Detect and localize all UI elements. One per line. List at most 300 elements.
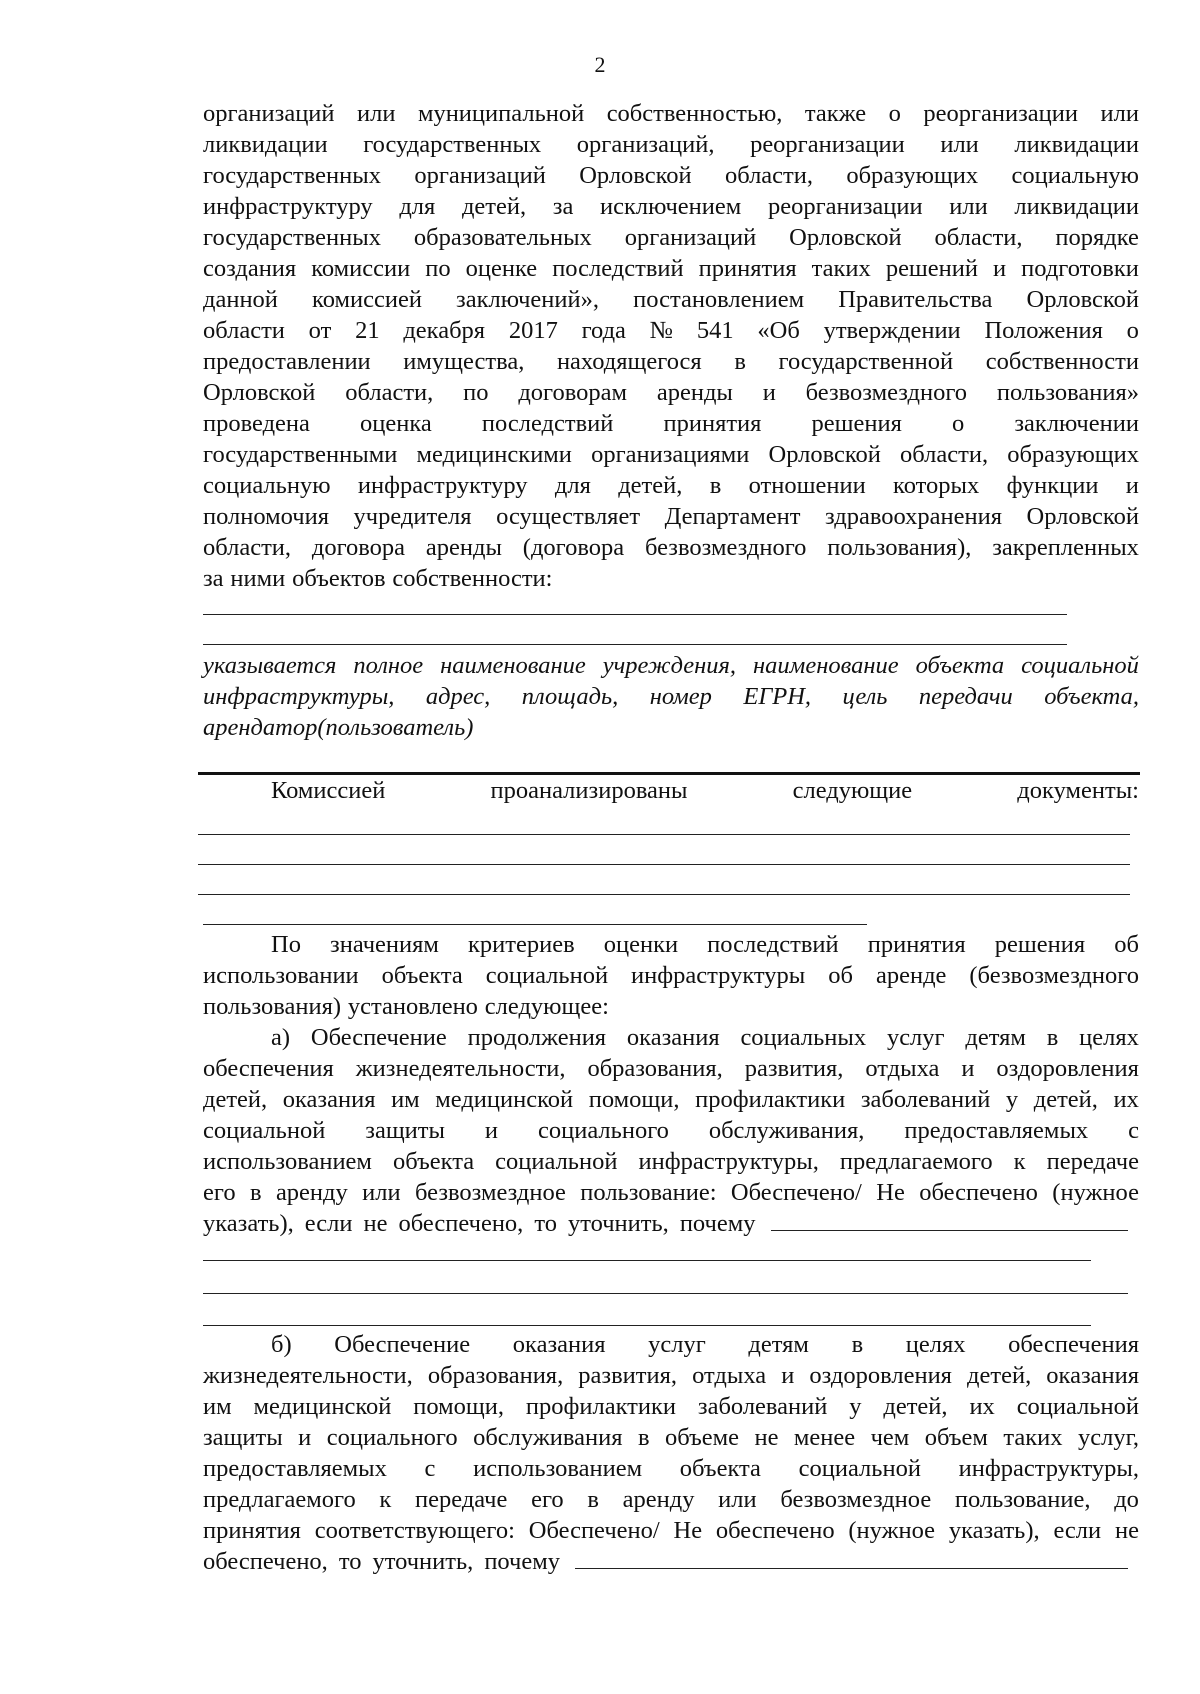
word: объекта — [679, 1455, 761, 1482]
text-line — [203, 470, 1139, 501]
word: социальной — [203, 1117, 326, 1144]
word: передаче — [1046, 1148, 1139, 1175]
word: уточнить, — [372, 1548, 474, 1575]
text-line — [203, 1484, 1139, 1515]
word: инфраструктуры, — [203, 683, 395, 710]
paragraph-a — [203, 1022, 1139, 1239]
word: собственности — [985, 348, 1139, 375]
text-line — [203, 1053, 1139, 1084]
word: государственных — [203, 162, 381, 189]
word: наименование — [440, 652, 586, 679]
word: Орловской — [1026, 286, 1139, 313]
word: социальную — [203, 472, 331, 499]
documents-line — [203, 775, 1139, 806]
word: ЕГРН, — [743, 683, 812, 710]
word: их — [1113, 1086, 1139, 1113]
word: установлено — [347, 993, 478, 1020]
word: детей, — [461, 193, 527, 220]
word: социальной — [1016, 1393, 1139, 1420]
word: муниципальной — [417, 100, 585, 127]
text-line — [203, 650, 1139, 681]
text-line — [203, 1022, 1139, 1053]
word: если — [1053, 1517, 1102, 1544]
word: Обеспечено/ — [730, 1179, 862, 1206]
word: и — [961, 1055, 975, 1082]
word: реорганизации — [923, 100, 1079, 127]
word: использовании — [203, 962, 359, 989]
word: указать), — [948, 1517, 1040, 1544]
word: Орловской — [203, 379, 316, 406]
blank-line — [203, 1293, 1128, 1294]
text-line — [203, 1391, 1139, 1422]
word: для — [554, 472, 591, 499]
word: то — [534, 1210, 557, 1237]
word: и — [762, 379, 776, 406]
word: предоставляемых — [203, 1455, 387, 1482]
word: их — [969, 1393, 995, 1420]
word: ними — [230, 565, 286, 592]
word: области, — [900, 441, 989, 468]
text-line — [203, 160, 1139, 191]
word: инфраструктуру — [203, 193, 373, 220]
text-line — [203, 1422, 1139, 1453]
word: 21 — [355, 317, 380, 344]
text-line — [203, 408, 1139, 439]
blank-line — [203, 644, 1067, 645]
word: оздоровления — [809, 1362, 952, 1389]
word: услуг — [648, 1331, 706, 1358]
word: Орловской — [579, 162, 692, 189]
word: или — [949, 193, 988, 220]
blank-line — [198, 864, 1130, 865]
word: аренду — [622, 1486, 695, 1513]
word: Орловской — [1026, 503, 1139, 530]
word: у — [1005, 1086, 1019, 1113]
word: о — [1126, 317, 1139, 344]
word: о — [952, 410, 965, 437]
word: объекта — [915, 652, 1005, 679]
word: в — [734, 348, 746, 375]
word: договора — [311, 534, 406, 561]
word: профилактики — [525, 1393, 677, 1420]
text-line — [203, 1115, 1139, 1146]
text-line — [203, 563, 1139, 594]
text-line — [203, 439, 1139, 470]
word: по — [463, 379, 489, 406]
word: за — [552, 193, 574, 220]
word: организаций — [203, 100, 335, 127]
word: Не — [673, 1517, 703, 1544]
word: об — [828, 962, 853, 989]
word: медицинскими — [416, 441, 572, 468]
text-line — [203, 1177, 1139, 1208]
word: жизнедеятельности, — [355, 1055, 566, 1082]
word: постановлением — [633, 286, 805, 313]
word: продолжения — [467, 1024, 607, 1051]
answer-blank — [771, 1208, 1128, 1231]
word: у — [849, 1393, 862, 1420]
blank-line — [198, 834, 1130, 835]
word: оценке — [465, 255, 538, 282]
text-line — [203, 1084, 1139, 1115]
word: государственных — [363, 131, 542, 158]
word: пользование, — [954, 1486, 1091, 1513]
word: использованием — [473, 1455, 643, 1482]
paragraph-intro — [203, 98, 1139, 594]
word: его — [203, 1179, 236, 1206]
word: государственных — [203, 224, 381, 251]
word: Комиссией — [271, 777, 386, 804]
word: отдыха — [692, 1362, 767, 1389]
word: организаций — [414, 162, 546, 189]
word: решения — [811, 410, 902, 437]
word: организациями — [591, 441, 750, 468]
word: Орловской — [789, 224, 902, 251]
word: медицинской — [435, 1086, 574, 1113]
paragraph-criteria — [203, 929, 1139, 1022]
word: ликвидации — [1014, 193, 1139, 220]
word: детям — [965, 1024, 1026, 1051]
word: им — [391, 1086, 420, 1113]
word: последствий — [552, 255, 684, 282]
word: Обеспечение — [310, 1024, 447, 1051]
word: обеспечено — [715, 1517, 835, 1544]
word: комиссией — [312, 286, 422, 313]
word: предлагаемого — [203, 1486, 356, 1513]
word: комиссии — [311, 255, 411, 282]
blank-line — [203, 1260, 1091, 1261]
word: социальной — [1021, 652, 1139, 679]
word: аренды — [656, 379, 733, 406]
word: заболеваний — [860, 1086, 991, 1113]
word: безвозмездное — [780, 1486, 932, 1513]
word: таких — [811, 255, 871, 282]
word: функции — [1006, 472, 1099, 499]
word: данной — [203, 286, 278, 313]
word: профилактики — [695, 1086, 846, 1113]
word: и — [781, 1362, 795, 1389]
word: социального — [326, 1424, 458, 1451]
word: менее — [793, 1424, 856, 1451]
word: предоставлении — [203, 348, 371, 375]
word: инфраструктуры, — [958, 1455, 1139, 1482]
word: указывается — [203, 652, 337, 679]
word: критериев — [467, 931, 575, 958]
word: полное — [353, 652, 424, 679]
word: реорганизации — [767, 193, 923, 220]
text-line — [203, 346, 1139, 377]
text-line — [203, 129, 1139, 160]
word: следующее: — [484, 993, 609, 1020]
word: об — [1114, 931, 1139, 958]
word: полномочия — [203, 503, 329, 530]
word: развития, — [744, 1055, 844, 1082]
word: Департамент — [664, 503, 801, 530]
word: здравоохранения — [825, 503, 1002, 530]
word: пользования) — [203, 993, 341, 1020]
word: имущества, — [403, 348, 525, 375]
word: обеспечено, — [398, 1210, 524, 1237]
word: детям — [748, 1331, 809, 1358]
word: отдыха — [865, 1055, 940, 1082]
word: чем — [870, 1424, 910, 1451]
word: области, — [345, 379, 434, 406]
blank-line — [203, 1325, 1091, 1326]
word: декабря — [403, 317, 486, 344]
word: если — [304, 1210, 353, 1237]
word: учредителя — [353, 503, 472, 530]
word: обеспечено — [919, 1179, 1038, 1206]
word: а) — [271, 1024, 291, 1051]
word: цель — [842, 683, 888, 710]
word: номер — [649, 683, 712, 710]
word: или — [1100, 100, 1139, 127]
word: не — [754, 1424, 779, 1451]
word: следующие — [792, 777, 913, 804]
word: к — [379, 1486, 392, 1513]
word: учреждения, — [602, 652, 737, 679]
word: наименование — [753, 652, 899, 679]
word: 2017 — [508, 317, 558, 344]
word: № — [649, 317, 674, 344]
word: оценки — [603, 931, 679, 958]
word: объеме — [664, 1424, 739, 1451]
word: в — [709, 472, 722, 499]
text-line — [203, 1208, 1139, 1239]
word: объем — [924, 1424, 988, 1451]
paragraph-b — [203, 1329, 1139, 1577]
word: или — [357, 100, 396, 127]
word: (нужное — [1052, 1179, 1139, 1206]
word: детей, — [203, 1086, 268, 1113]
word: адрес, — [425, 683, 491, 710]
word: за — [203, 565, 224, 592]
word: детей, — [618, 472, 683, 499]
text-line — [203, 1515, 1139, 1546]
word: или — [362, 1179, 401, 1206]
word: договорам — [518, 379, 627, 406]
word: и — [484, 1117, 499, 1144]
word: помощи, — [413, 1393, 505, 1420]
word: образующих — [846, 162, 979, 189]
word: Орловской — [768, 441, 881, 468]
word: б) — [271, 1331, 292, 1358]
word: инфраструктуры — [631, 962, 806, 989]
text-line — [203, 1546, 1139, 1577]
word: Не — [876, 1179, 905, 1206]
word: исключением — [600, 193, 742, 220]
word: его — [531, 1486, 564, 1513]
word: 541 — [696, 317, 734, 344]
text-line — [203, 681, 1139, 712]
word: для — [399, 193, 436, 220]
word: детей, — [1033, 1086, 1098, 1113]
word: социальной — [485, 962, 609, 989]
word: целях — [905, 1331, 966, 1358]
word: то — [338, 1548, 362, 1575]
word: также — [804, 100, 867, 127]
word: оказания — [626, 1024, 720, 1051]
word: образующих — [1007, 441, 1139, 468]
word: (нужное — [848, 1517, 936, 1544]
word: государственными — [203, 441, 398, 468]
word: решения — [994, 931, 1086, 958]
text-line — [203, 191, 1139, 222]
word: о — [888, 100, 901, 127]
text-line — [203, 222, 1139, 253]
text-line — [203, 1453, 1139, 1484]
word: года — [581, 317, 626, 344]
word: заключении — [1014, 410, 1139, 437]
word: медицинской — [253, 1393, 392, 1420]
text-line — [203, 929, 1139, 960]
word: обслуживания, — [708, 1117, 865, 1144]
word: детей, — [967, 1362, 1032, 1389]
word: безвозмездного — [805, 379, 968, 406]
text-line — [203, 253, 1139, 284]
word: Правительства — [838, 286, 993, 313]
word: оценка — [360, 410, 432, 437]
word: объекта — [381, 962, 463, 989]
word: находящегося — [556, 348, 702, 375]
text-line — [203, 532, 1139, 563]
word: почему — [484, 1548, 560, 1575]
word: решений — [885, 255, 979, 282]
word: до — [1114, 1486, 1139, 1513]
word: передаче — [415, 1486, 508, 1513]
word: принятия — [698, 255, 797, 282]
text-line — [203, 991, 1139, 1022]
word: безвозмездного — [644, 534, 807, 561]
text-line — [203, 1146, 1139, 1177]
word: аренде — [875, 962, 947, 989]
word: услуг — [886, 1024, 945, 1051]
word: помощи, — [588, 1086, 680, 1113]
word: Обеспечение — [334, 1331, 471, 1358]
word: услуг, — [1077, 1424, 1139, 1451]
word: уточнить, — [567, 1210, 669, 1237]
word: с — [1128, 1117, 1139, 1144]
word: указать), — [203, 1210, 294, 1237]
word: заключений», — [456, 286, 599, 313]
word: инфраструктуру — [357, 472, 528, 499]
page-number: 2 — [594, 52, 606, 77]
word: (договора — [522, 534, 625, 561]
word: обеспечения — [1008, 1331, 1139, 1358]
word: создания — [203, 255, 297, 282]
word: государственной — [778, 348, 954, 375]
word: области, — [724, 162, 813, 189]
word: организаций, — [576, 131, 715, 158]
word: целях — [1079, 1024, 1139, 1051]
word: ликвидации — [203, 131, 328, 158]
word: в — [249, 1179, 262, 1206]
word: Обеспечено/ — [528, 1517, 660, 1544]
word: образования, — [427, 1362, 564, 1389]
word: социальной — [798, 1455, 921, 1482]
word: арендатор(пользователь) — [203, 714, 474, 741]
word: «Об — [757, 317, 800, 344]
word: таких — [1003, 1424, 1063, 1451]
text-line — [203, 377, 1139, 408]
word: передачи — [918, 683, 1013, 710]
word: закрепленных — [992, 534, 1139, 561]
word: последствий — [707, 931, 839, 958]
word: площадь, — [521, 683, 619, 710]
word: проведена — [203, 410, 310, 437]
word: и — [1125, 472, 1139, 499]
word: По — [271, 931, 301, 958]
word: инфраструктуры, — [638, 1148, 819, 1175]
word: социальную — [1011, 162, 1139, 189]
word: в — [851, 1331, 864, 1358]
word: образования, — [587, 1055, 723, 1082]
text-line — [203, 960, 1139, 991]
word: ликвидации — [1014, 131, 1139, 158]
word: в — [1046, 1024, 1059, 1051]
word: предоставляемых — [904, 1117, 1089, 1144]
word: безвозмездное — [415, 1179, 566, 1206]
blank-line — [203, 614, 1067, 615]
word: оказания — [1046, 1362, 1139, 1389]
word: защиты — [203, 1424, 283, 1451]
word: развития, — [578, 1362, 677, 1389]
word: предлагаемого — [839, 1148, 993, 1175]
text-line — [203, 284, 1139, 315]
word: объекта, — [1044, 683, 1139, 710]
word: последствий — [481, 410, 614, 437]
text-line — [203, 1329, 1139, 1360]
word: утверждении — [823, 317, 961, 344]
word: пользования» — [996, 379, 1139, 406]
word: оздоровления — [996, 1055, 1139, 1082]
word: от — [308, 317, 332, 344]
word: отношении — [748, 472, 866, 499]
text-line — [203, 712, 1139, 743]
word: обеспечено, — [203, 1548, 328, 1575]
word: или — [940, 131, 979, 158]
word: значениям — [330, 931, 439, 958]
word: Положения — [984, 317, 1103, 344]
blank-line — [198, 894, 1130, 895]
word: оказания — [512, 1331, 606, 1358]
word: обслуживания — [473, 1424, 623, 1451]
word: социального — [538, 1117, 669, 1144]
word: оказания — [282, 1086, 376, 1113]
word: проанализированы — [490, 777, 688, 804]
word: аренды — [425, 534, 502, 561]
word: аренду — [275, 1179, 348, 1206]
word: с — [424, 1455, 436, 1482]
text-line — [203, 501, 1139, 532]
text-line — [203, 315, 1139, 346]
word: образовательных — [413, 224, 592, 251]
word: документы: — [1017, 777, 1139, 804]
word: обеспечения — [203, 1055, 334, 1082]
word: реорганизации — [750, 131, 905, 158]
word: или — [718, 1486, 757, 1513]
word: принятия — [663, 410, 762, 437]
blank-line — [203, 924, 867, 925]
word: которых — [893, 472, 980, 499]
word: принятия — [203, 1517, 301, 1544]
word: собственностью, — [606, 100, 783, 127]
text-line — [203, 1360, 1139, 1391]
word: собственности: — [392, 565, 553, 592]
word: использованием — [203, 1148, 372, 1175]
word: и — [993, 255, 1007, 282]
word: области — [203, 317, 285, 344]
